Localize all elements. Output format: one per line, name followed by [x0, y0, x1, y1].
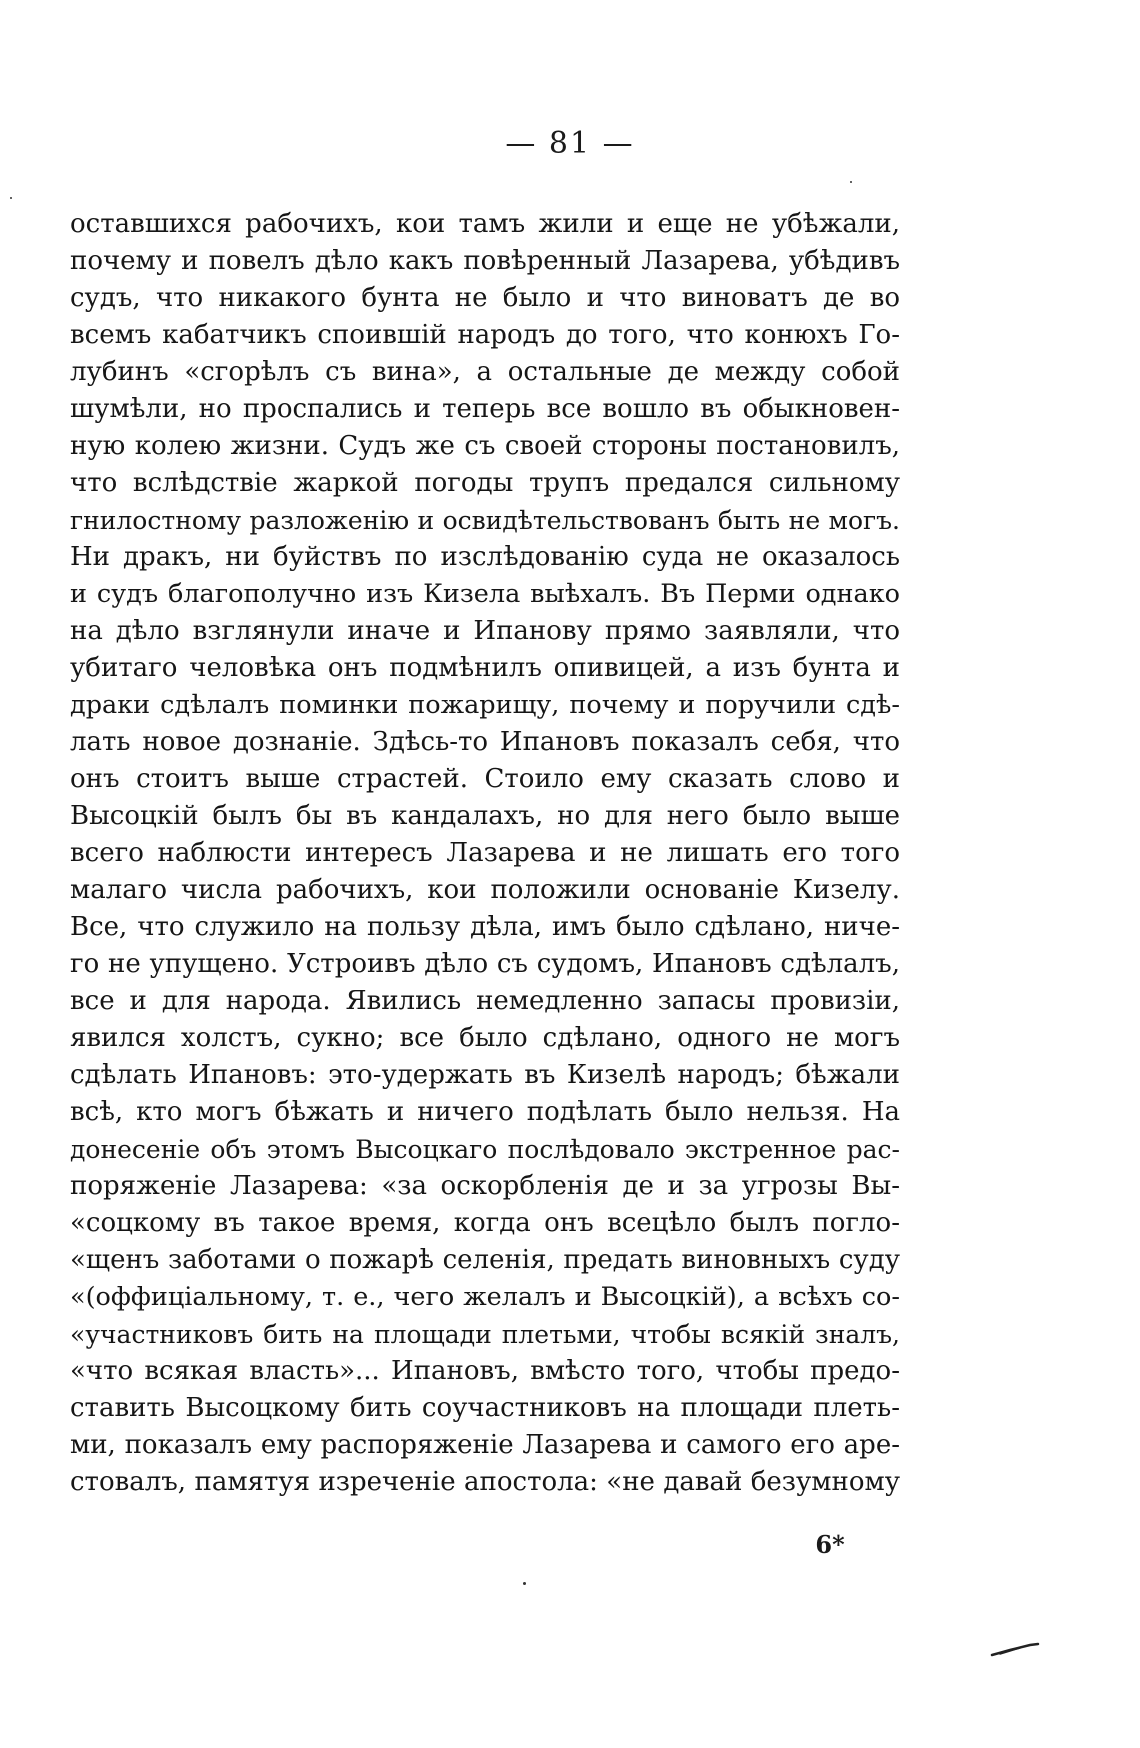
text-line: «что всякая власть»... Ипановъ, вмѣсто того, чтобы предо-: [70, 1356, 900, 1386]
text-line: малаго числа рабочихъ, кои положили основаніе Кизелу.: [70, 875, 900, 905]
text-line: всемъ кабатчикъ споившій народъ до того, что конюхъ Го-: [70, 320, 900, 350]
text-line: всѣ, кто могъ бѣжать и ничего подѣлать было нельзя. На: [70, 1097, 900, 1127]
body-text: [70, 206, 900, 1501]
text-line: шумѣли, но проспались и теперь все вошло въ обыкновен-: [70, 394, 900, 424]
ink-speck: [850, 181, 852, 183]
text-line: поряженіе Лазарева: «за оскорбленія де и за угрозы Вы-: [70, 1171, 900, 1201]
text-line: явился холстъ, сукно; все было сдѣлано, одного не могъ: [70, 1023, 900, 1053]
text-line: ную колею жизни. Судъ же съ своей стороны постановилъ,: [70, 431, 900, 461]
ink-scratch: [990, 1640, 1040, 1660]
text-line: го не упущено. Устроивъ дѣло съ судомъ, Ипановъ сдѣлалъ,: [70, 949, 900, 979]
text-line: «соцкому въ такое время, когда онъ всецѣло былъ погло-: [70, 1208, 900, 1238]
text-line: все и для народа. Явились немедленно запасы провизіи,: [70, 986, 900, 1016]
text-line: судъ, что никакого бунта не было и что виноватъ де во: [70, 283, 900, 313]
text-line: Ни дракъ, ни буйствъ по изслѣдованію суда не оказалось: [70, 542, 900, 572]
text-line: что вслѣдствіе жаркой погоды трупъ предался сильному: [70, 468, 900, 498]
signature-mark: 6*: [815, 1530, 845, 1559]
text-line: и судъ благополучно изъ Кизела выѣхалъ. Въ Перми однако: [70, 579, 900, 609]
text-line: драки сдѣлалъ поминки пожарищу, почему и поручили сдѣ-: [70, 690, 900, 720]
text-line: всего наблюсти интересъ Лазарева и не лишать его того: [70, 838, 900, 868]
text-line: на дѣло взглянули иначе и Ипанову прямо заявляли, что: [70, 616, 900, 646]
text-line: стовалъ, памятуя изреченіе апостола: «не давай безумному: [70, 1467, 900, 1497]
text-line: лубинъ «сгорѣлъ съ вина», а остальные де между собой: [70, 357, 900, 387]
ink-speck: [10, 197, 12, 199]
text-line: оставшихся рабочихъ, кои тамъ жили и еще не убѣжали,: [70, 209, 900, 239]
text-line: почему и повелъ дѣло какъ повѣренный Лазарева, убѣдивъ: [70, 246, 900, 276]
text-line: ми, показалъ ему распоряженіе Лазарева и самого его аре-: [70, 1430, 900, 1460]
text-line: «щенъ заботами о пожарѣ селенія, предать виновныхъ суду: [70, 1245, 900, 1275]
page-number: — 81 —: [505, 126, 635, 161]
ink-speck: [523, 1582, 526, 1585]
text-line: «(оффиціальному, т. е., чего желалъ и Высоцкій), а всѣхъ со-: [70, 1282, 900, 1312]
text-line: гнилостному разложенію и освидѣтельствованъ быть не могъ.: [70, 506, 900, 535]
text-line: лать новое дознаніе. Здѣсь-то Ипановъ показалъ себя, что: [70, 727, 900, 757]
text-line: донесеніе объ этомъ Высоцкаго послѣдовало экстренное рас-: [70, 1135, 900, 1164]
text-line: «участниковъ бить на площади плетьми, чтобы всякій зналъ,: [70, 1320, 900, 1349]
text-line: Высоцкій былъ бы въ кандалахъ, но для него было выше: [70, 801, 900, 831]
text-line: Все, что служило на пользу дѣла, имъ было сдѣлано, ниче-: [70, 912, 900, 942]
text-line: онъ стоитъ выше страстей. Стоило ему сказать слово и: [70, 764, 900, 794]
text-line: убитаго человѣка онъ подмѣнилъ опивицей, а изъ бунта и: [70, 653, 900, 683]
text-line: сдѣлать Ипановъ: это-удержать въ Кизелѣ народъ; бѣжали: [70, 1060, 900, 1090]
text-line: ставить Высоцкому бить соучастниковъ на площади плеть-: [70, 1393, 900, 1423]
